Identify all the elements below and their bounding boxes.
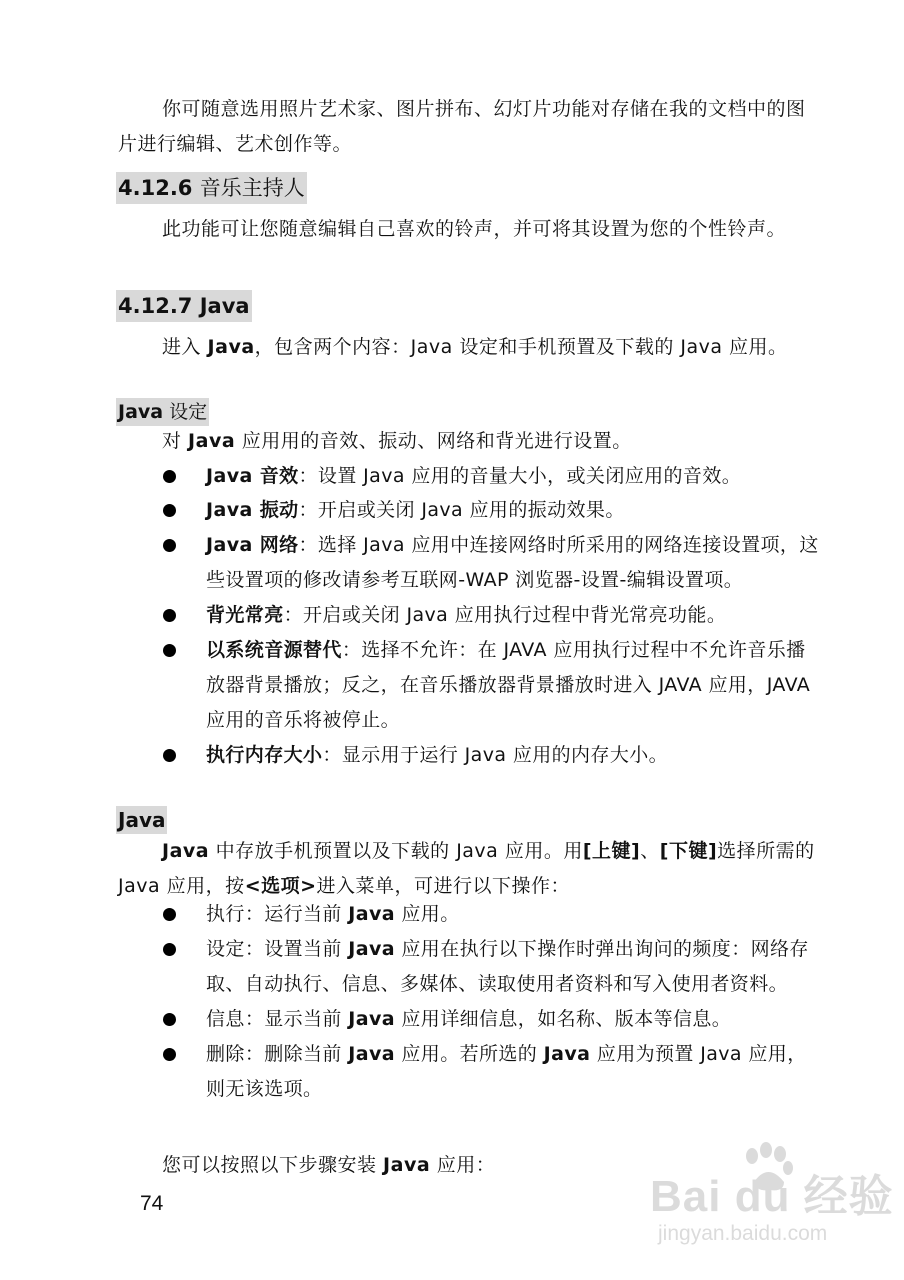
section-4127-heading-text: 4.12.7 Java [118,294,250,318]
watermark-url: jingyan.baidu.com [658,1222,828,1245]
list-item [160,932,820,1002]
list-item [160,1002,820,1037]
watermark-logo: Bai du 经验 [650,1172,894,1221]
install-c: 应用： [430,1154,496,1176]
bullet-icon [163,609,176,622]
item-text-a: ：运行当前 [244,903,349,925]
java-settings-desc-c: 应用用的音效、振动、网络和背光进行设置。 [235,430,632,452]
list-item [160,897,820,932]
intro-c: ，包含两个内容：Java 设定和手机预置及下载的 Java 应用。 [254,336,788,358]
java-apps-list [160,897,820,1107]
page-number: 74 [140,1192,164,1215]
list-item [160,1037,820,1107]
section-title: 音乐主持人 [199,176,305,200]
item-bold: Java [348,938,395,960]
java-settings-desc-b: Java [188,430,236,452]
list-item [160,528,820,598]
section-4126-body-text: 此功能可让您随意编辑自己喜欢的铃声，并可将其设置为您的个性铃声。 [162,218,787,240]
bullet-icon [163,943,176,956]
java-settings-desc [118,424,818,459]
item-label: 信息 [206,1008,245,1030]
java-apps-heading-text: Java [118,808,166,832]
bullet-icon [163,749,176,762]
list-item [160,738,820,773]
bullet-icon [163,539,176,552]
item-label: 以系统音源替代 [206,639,342,661]
key-up: [上键] [582,840,641,862]
bullet-icon [163,470,176,483]
key-options: <选项> [244,875,317,897]
bullet-icon [163,908,176,921]
java-apps-desc-b: 中存放手机预置以及下载的 Java 应用。用 [209,840,583,862]
bullet-icon [163,1048,176,1061]
intro-a: 进入 [162,336,208,358]
key-down: [下键] [659,840,718,862]
section-4127-intro [118,330,818,365]
java-apps-desc [118,834,818,904]
item-label: 删除 [206,1043,245,1065]
section-heading-4127 [116,290,252,322]
install-b: Java [383,1154,431,1176]
java-settings-heading-b: 设定 [163,401,208,423]
item-text-b: 应用。 [394,903,460,925]
java-apps-desc-d: 进入菜单，可进行以下操作： [316,875,571,897]
install-a: 您可以按照以下步骤安装 [162,1154,384,1176]
intro-text: 你可随意选用照片艺术家、图片拼布、幻灯片功能对存储在我的文档中的图片进行编辑、艺术创作等。 [118,98,806,155]
item-label: Java 音效 [206,465,299,487]
item-text: ：选择 Java 应用中连接网络时所采用的网络连接设置项，这些设置项的修改请参考互联网-WAP 浏览器-设置-编辑设置项。 [206,534,819,591]
section-4126-body [118,212,818,247]
item-text-b: 应用。若所选的 [394,1043,544,1065]
item-text: ：开启或关闭 Java 应用的振动效果。 [298,499,625,521]
item-label: Java 振动 [206,499,299,521]
item-label: 设定 [206,938,245,960]
item-text-a: ：设置当前 [244,938,349,960]
section-heading-4126 [116,172,307,204]
item-label: 背光常亮 [206,604,284,626]
item-bold: Java [348,1008,395,1030]
item-text-c: 应用为预置 Java 应用，则无该选项。 [206,1043,807,1100]
item-label: 执行 [206,903,245,925]
item-label: Java 网络 [206,534,299,556]
section-number: 4.12.6 [118,176,193,200]
item-text: ：选择不允许：在 JAVA 应用执行过程中不允许音乐播放器背景播放；反之，在音乐播放器背景播放时进入 JAVA 应用，JAVA 应用的音乐将被停止。 [206,639,811,731]
java-settings-desc-a: 对 [162,430,189,452]
list-item [160,598,820,633]
java-apps-desc-a: Java [162,840,210,862]
key-sep: 、 [640,840,660,862]
item-bold: Java [348,903,395,925]
item-bold-2: Java [543,1043,591,1065]
java-settings-list [160,459,820,773]
intro-b: Java [207,336,255,358]
item-text-b: 应用在执行以下操作时弹出询问的频度：网络存取、自动执行、信息、多媒体、读取使用者资料和写入使用者资料。 [206,938,809,995]
java-apps-desc-c: 选择所需的 Java 应用，按 [118,840,815,897]
list-item [160,493,820,528]
list-item [160,459,820,494]
item-text: ：设置 Java 应用的音量大小，或关闭应用的音效。 [298,465,742,487]
java-settings-heading [116,398,209,426]
item-label: 执行内存大小 [206,744,323,766]
baidu-watermark [640,1140,894,1270]
item-bold: Java [348,1043,395,1065]
bullet-icon [163,1013,176,1026]
java-apps-heading [116,806,167,834]
java-settings-heading-a: Java [118,401,164,423]
item-text: ：开启或关闭 Java 应用执行过程中背光常亮功能。 [283,604,727,626]
item-text: ：显示用于运行 Java 应用的内存大小。 [322,744,669,766]
item-text-a: ：显示当前 [244,1008,349,1030]
bullet-icon [163,504,176,517]
intro-paragraph [118,92,818,162]
item-text-a: ：删除当前 [244,1043,349,1065]
bullet-icon [163,644,176,657]
item-text-b: 应用详细信息，如名称、版本等信息。 [394,1008,732,1030]
list-item [160,633,820,738]
